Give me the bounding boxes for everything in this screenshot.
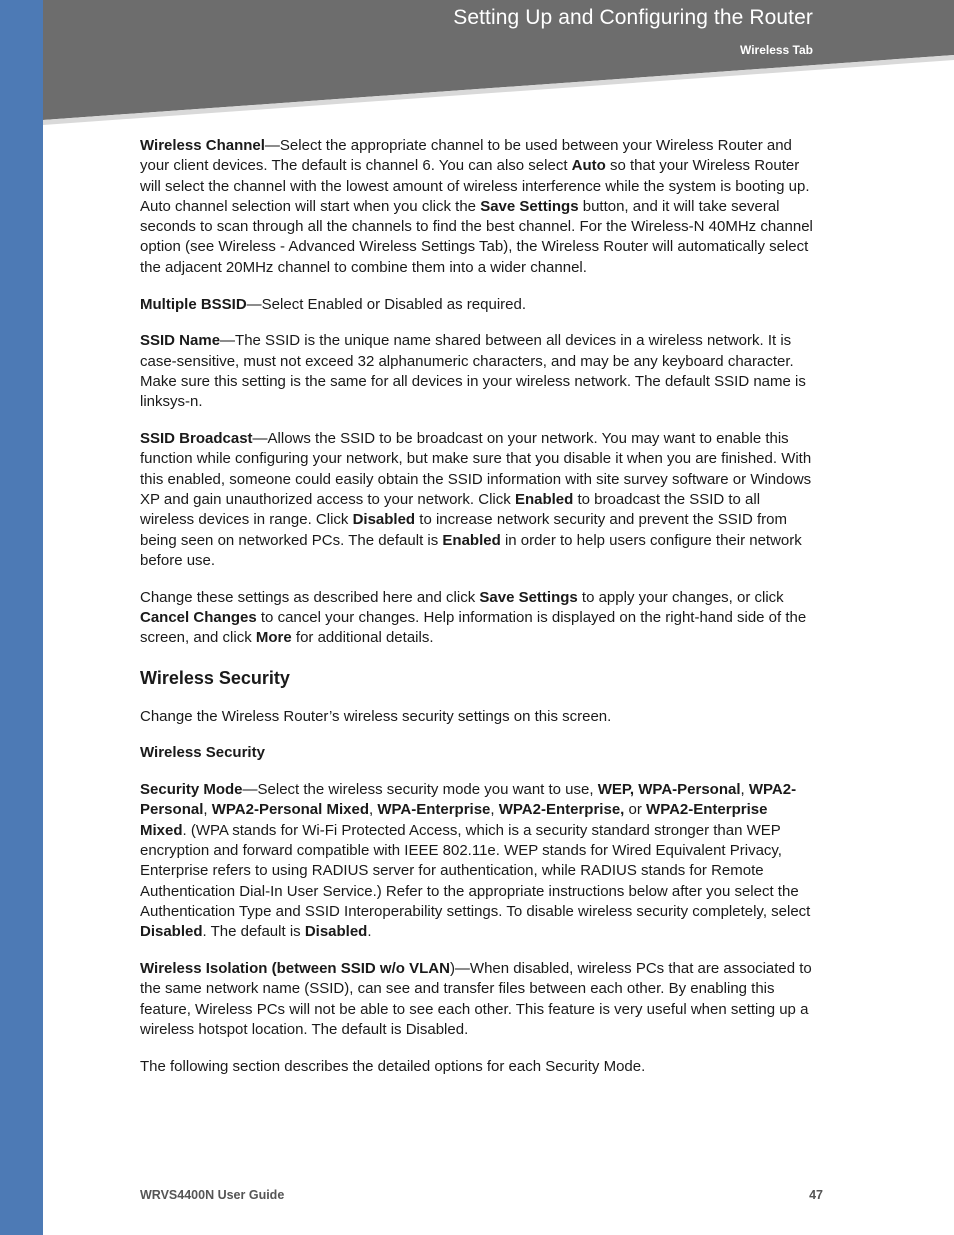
footer-page-number: 47 [809,1188,823,1202]
subheading-wireless-security: Wireless Security [140,744,265,762]
document-body [140,136,816,1093]
footer-guide-name: WRVS4400N User Guide [140,1188,285,1202]
section-heading-wireless-security: Wireless Security [140,667,290,688]
multiple-bssid-paragraph: Multiple BSSID—Select Enabled or Disabled as required. [140,295,526,313]
closing-paragraph: The following section describes the detailed options for each Security Mode. [140,1057,646,1075]
ssid-broadcast-paragraph: SSID Broadcast—Allows the SSID to be broadcast on your network. You may want to enable this function while configuring your network, but make sure that you disable it when you are finished. With this enabled, someone could easily obtain the SSID information with site survey software or Windows XP and gain unauthorized access to your network. Click Enabled to broadcast the SSID to all wireless devices in range. Click Disabled to increase network security and prevent the SSID from being seen on networked PCs. The default is Enabled in order to help users configure their network before use. [140,430,812,569]
section-intro: Change the Wireless Router’s wireless security settings on this screen. [140,707,612,725]
ssid-name-paragraph: SSID Name—The SSID is the unique name shared between all devices in a wireless network. It is case-sensitive, must not exceed 32 alphanumeric characters, and may be any keyboard character. Make sure this setting is the same for all devices in your wireless network. The default SSID name is linksys-n. [140,332,806,411]
page-header-subtitle: Wireless Tab [739,43,813,57]
wireless-channel-paragraph: Wireless Channel—Select the appropriate channel to be used between your Wireless Router and your client devices. The default is channel 6. You can also select Auto so that your Wireless Router will select the channel with the lowest amount of wireless interference while the system is booting up. Auto channel selection will start when you click the Save Settings button, and it will take several seconds to scan through all the channels to find the best channel. For the Wireless-N 40MHz channel option (see Wireless - Advanced Wireless Settings Tab), the Wireless Router will automatically select the adjacent 20MHz channel to combine them into a wider channel. [140,137,813,276]
page-header-title: Setting Up and Configuring the Router [453,6,813,29]
left-accent-band [0,0,43,1235]
change-settings-paragraph: Change these settings as described here and click Save Settings to apply your changes, or click Cancel Changes to cancel your changes. Help information is displayed on the right-hand side of the screen, and click More for additional details. [140,588,807,647]
security-mode-paragraph: Security Mode—Select the wireless security mode you want to use, WEP, WPA-Personal, WPA2-Personal, WPA2-Personal Mixed, WPA-Enterprise, WPA2-Enterprise, or WPA2-Enterprise Mixed. (WPA stands for Wi-Fi Protected Access, which is a security standard stronger than WEP encryption and forward compatible with IEEE 802.11e. WEP stands for Wired Equivalent Privacy, Enterprise refers to using RADIUS server for authentication, while RADIUS stands for Remote Authentication Dial-In User Service.) Refer to the appropriate instructions below after you select the Authentication Type and SSID Interoperability settings. To disable wireless security completely, select Disabled. The default is Disabled. [140,781,811,941]
wireless-isolation-paragraph: Wireless Isolation (between SSID w/o VLAN)—When disabled, wireless PCs that are associated to the same network name (SSID), can see and transfer files between each other. By enabling this feature, Wireless PCs will not be able to see each other. This feature is very useful when setting up a wireless hotspot location. The default is Disabled. [140,960,812,1038]
